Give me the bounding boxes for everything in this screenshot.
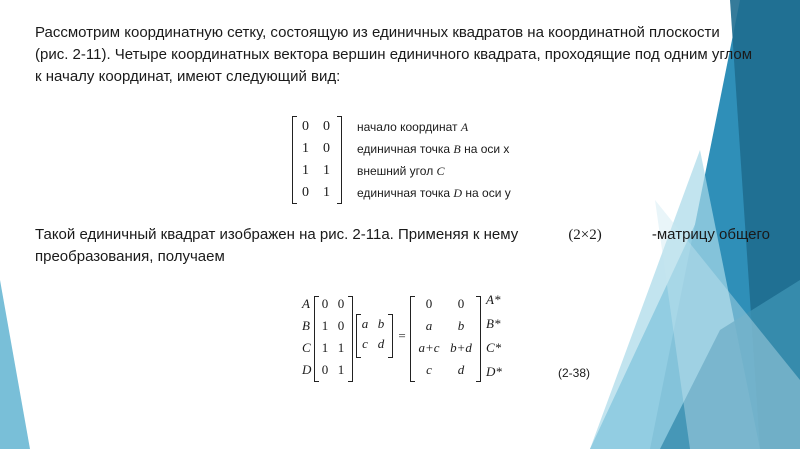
transform-line-2: преобразования, получаем bbox=[35, 248, 225, 265]
matrix-cell: a bbox=[425, 318, 433, 333]
matrix-cell: a bbox=[361, 316, 369, 331]
result-label: D* bbox=[486, 364, 502, 379]
matrix-size-label: (2×2) bbox=[568, 227, 602, 243]
equals-sign: = bbox=[398, 328, 406, 343]
matrix-row bbox=[295, 160, 511, 182]
matrix-cell: c bbox=[426, 362, 432, 377]
result-label: B* bbox=[486, 316, 501, 331]
matrix-cell: d bbox=[457, 362, 465, 377]
matrix-cell: 0 bbox=[425, 296, 433, 311]
equation-number: (2-38) bbox=[558, 366, 591, 380]
intro-line-3: к началу координат, имеют следующий вид: bbox=[35, 68, 341, 85]
matrix-cell: 1 bbox=[321, 318, 329, 333]
transform-text-part1: Такой единичный квадрат изображен на рис. 2-11а. Применяя к нему bbox=[35, 226, 519, 243]
matrix-row bbox=[295, 182, 511, 204]
matrix-cell: 0 bbox=[457, 296, 465, 311]
matrix-cell: 0 bbox=[302, 119, 309, 134]
matrix-cell: b+d bbox=[450, 340, 472, 355]
matrix-row bbox=[295, 116, 511, 138]
matrix-cell: d bbox=[377, 336, 385, 351]
unit-square-matrix bbox=[292, 116, 511, 204]
matrix-cell: 0 bbox=[321, 362, 329, 377]
transform-paragraph bbox=[35, 224, 770, 268]
matrix-cell: 0 bbox=[323, 119, 330, 134]
row-label: A bbox=[302, 296, 310, 311]
matrix-cell: 1 bbox=[302, 163, 309, 178]
matrix-row bbox=[295, 138, 511, 160]
right-matrix-bracket bbox=[476, 296, 481, 382]
matrix-cell: 0 bbox=[302, 185, 309, 200]
matrix-left-bracket bbox=[292, 116, 297, 204]
intro-paragraph bbox=[35, 22, 770, 88]
result-label: C* bbox=[486, 340, 502, 355]
matrix-cell: a+c bbox=[418, 340, 440, 355]
matrix-right-bracket bbox=[337, 116, 342, 204]
matrix-cell: 1 bbox=[323, 185, 330, 200]
matrix-cell: 0 bbox=[321, 296, 329, 311]
result-label: A* bbox=[486, 292, 501, 307]
transform-text-part2: -матрицу общего bbox=[651, 226, 770, 243]
row-label: C bbox=[302, 340, 311, 355]
matrix-cell: 1 bbox=[323, 163, 330, 178]
row-label: D bbox=[302, 362, 312, 377]
matrix-cell: 0 bbox=[337, 318, 345, 333]
row-description: начало координат A bbox=[357, 119, 469, 134]
intro-line-2: (рис. 2-11). Четыре координатных вектора вершин единичного квадрата, проходящие под одним углом bbox=[35, 46, 753, 63]
matrix-cell: 0 bbox=[323, 141, 330, 156]
matrix-cell: 1 bbox=[321, 340, 329, 355]
row-description: внешний угол C bbox=[357, 163, 445, 178]
matrix-cell: b bbox=[457, 318, 465, 333]
matrix-cell: 1 bbox=[302, 141, 309, 156]
matrix-cell: b bbox=[377, 316, 385, 331]
matrix-cell: 0 bbox=[337, 296, 345, 311]
row-description: единичная точка B на оси x bbox=[357, 141, 510, 156]
intro-line-1: Рассмотрим координатную сетку, состоящую из единичных квадратов на координатной плоскости bbox=[35, 24, 720, 41]
left-matrix-bracket bbox=[348, 296, 353, 382]
matrix-cell: 1 bbox=[337, 340, 345, 355]
matrix-cell: c bbox=[362, 336, 368, 351]
mid-matrix-bracket bbox=[388, 314, 393, 358]
matrix-cell: 1 bbox=[337, 362, 345, 377]
row-description: единичная точка D на оси y bbox=[357, 185, 511, 200]
row-label: B bbox=[302, 318, 310, 333]
